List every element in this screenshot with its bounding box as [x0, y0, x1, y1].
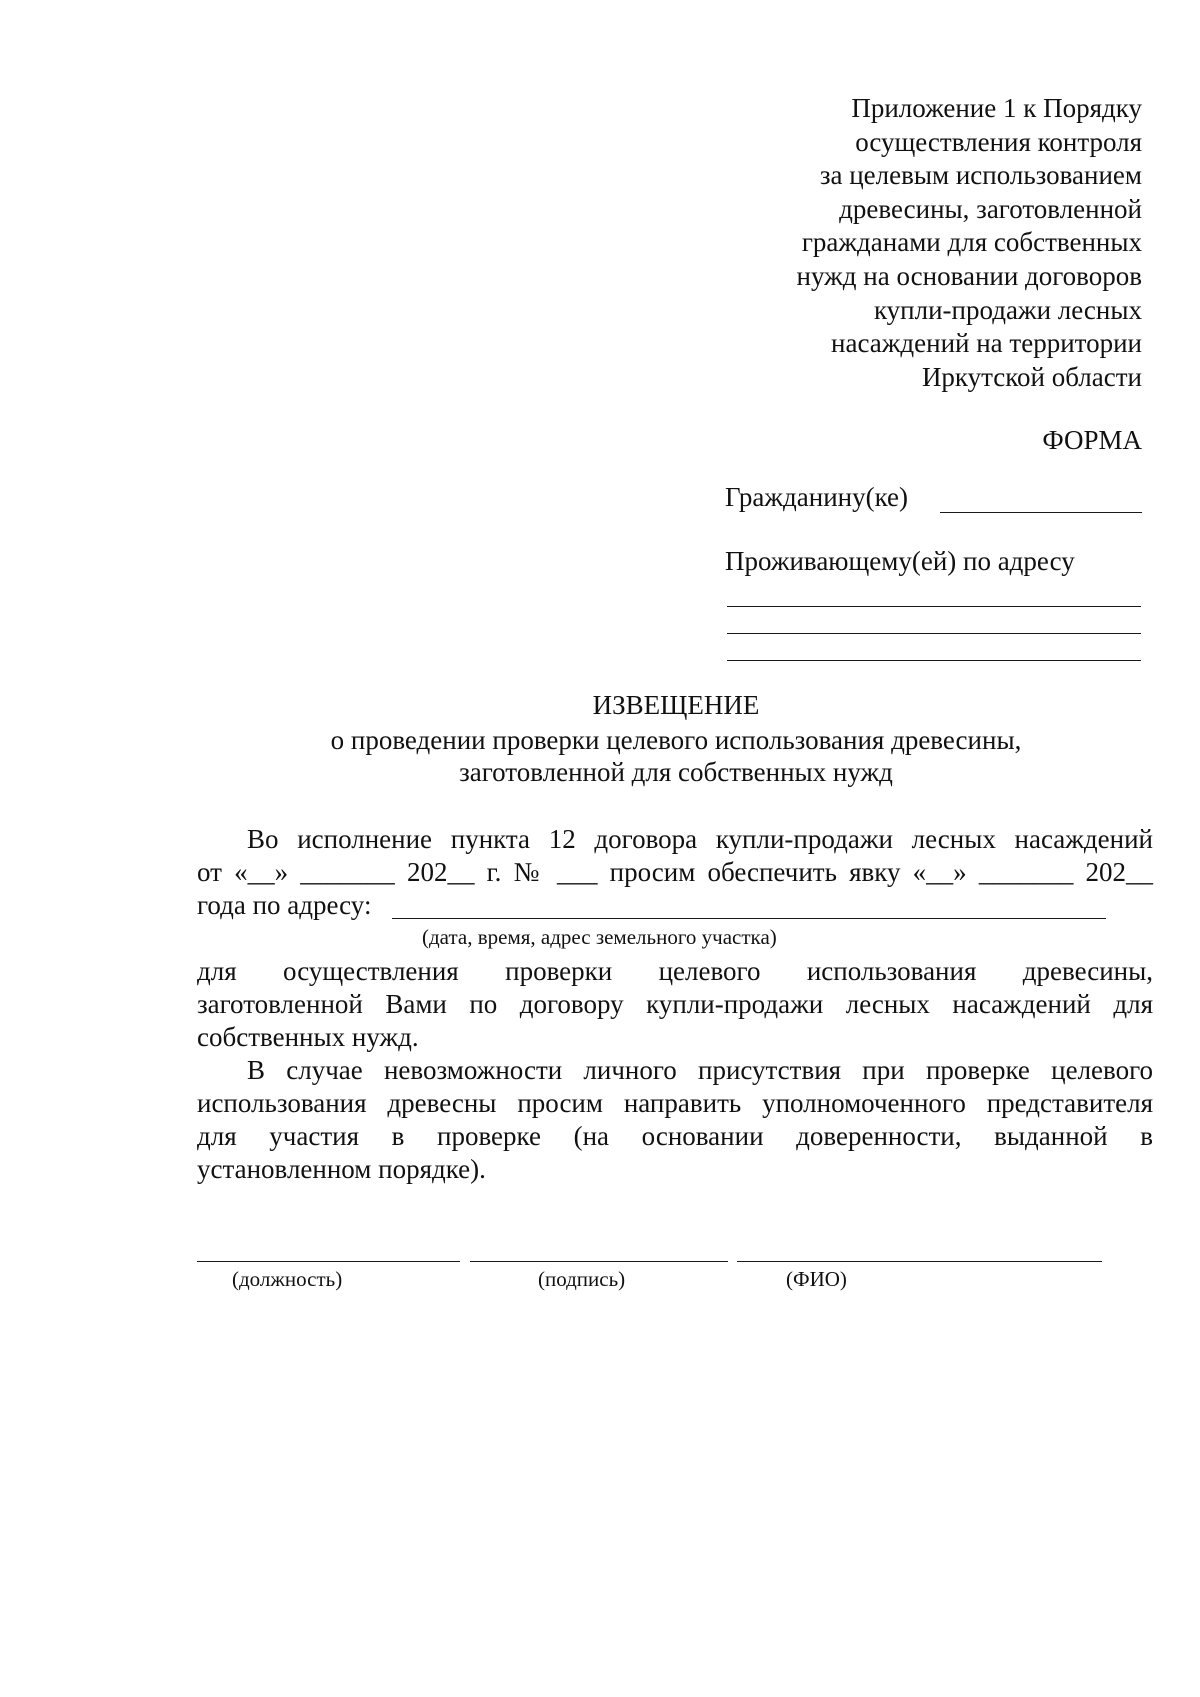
body-p2-line-3: для участия в проверке (на основании доверенности, выданной в — [197, 1121, 1153, 1151]
annex-line: древесины, заготовленной — [839, 193, 1142, 224]
name-caption: (ФИО) — [786, 1267, 847, 1291]
citizen-label: Гражданину(ке) — [725, 482, 909, 512]
body-line-5: заготовленной Вами по договору купли-продажи лесных насаждений для — [197, 989, 1153, 1019]
address-date-time-line[interactable] — [392, 918, 1106, 919]
signature-line[interactable] — [470, 1261, 728, 1262]
body-p2-line-1: В случае невозможности личного присутствия при проверке целевого — [247, 1055, 1153, 1085]
position-caption: (должность) — [232, 1267, 343, 1291]
body-p2-line-4: установленном порядке). — [197, 1154, 486, 1184]
address-line-3[interactable] — [727, 660, 1141, 661]
annex-line: Приложение 1 к Порядку — [851, 93, 1142, 123]
form-label: ФОРМА — [1042, 425, 1142, 455]
name-line[interactable] — [737, 1261, 1102, 1262]
body-line-2: от «__» _______ 202__ г. № ___ просим обеспечить явку «__» _______ 202__ — [197, 857, 1153, 887]
annex-line: купли-продажи лесных — [873, 294, 1142, 325]
citizen-name-line[interactable] — [940, 512, 1142, 513]
body-line-1: Во исполнение пункта 12 договора купли-продажи лесных насаждений — [247, 824, 1153, 854]
position-line[interactable] — [197, 1261, 460, 1262]
annex-line: насаждений на территории — [831, 328, 1142, 359]
body-line-6: собственных нужд. — [197, 1022, 419, 1052]
address-line-1[interactable] — [727, 606, 1141, 607]
annex-line: гражданами для собственных — [801, 227, 1142, 258]
annex-line: Иркутской области — [921, 361, 1142, 392]
address-caption: (дата, время, адрес земельного участка) — [422, 925, 777, 949]
annex-line: за целевым использованием — [819, 160, 1142, 191]
annex-line: осуществления контроля — [855, 126, 1142, 157]
body-line-4: для осуществления проверки целевого использования древесины, — [197, 956, 1153, 986]
address-line-2[interactable] — [727, 633, 1141, 634]
annex-header — [682, 92, 1142, 394]
address-label: Проживающему(ей) по адресу — [725, 546, 1075, 576]
notice-subtitle-line1: о проведении проверки целевого использования древесины, — [330, 725, 1022, 755]
annex-line: нужд на основании договоров — [796, 260, 1142, 291]
body-p2-line-2: использования древесны просим направить уполномоченного представителя — [197, 1088, 1153, 1118]
notice-title: ИЗВЕЩЕНИЕ — [592, 690, 760, 720]
body-line-3-label: года по адресу: — [197, 890, 372, 920]
notice-subtitle-line2: заготовленной для собственных нужд — [459, 757, 893, 787]
signature-caption: (подпись) — [538, 1267, 626, 1291]
